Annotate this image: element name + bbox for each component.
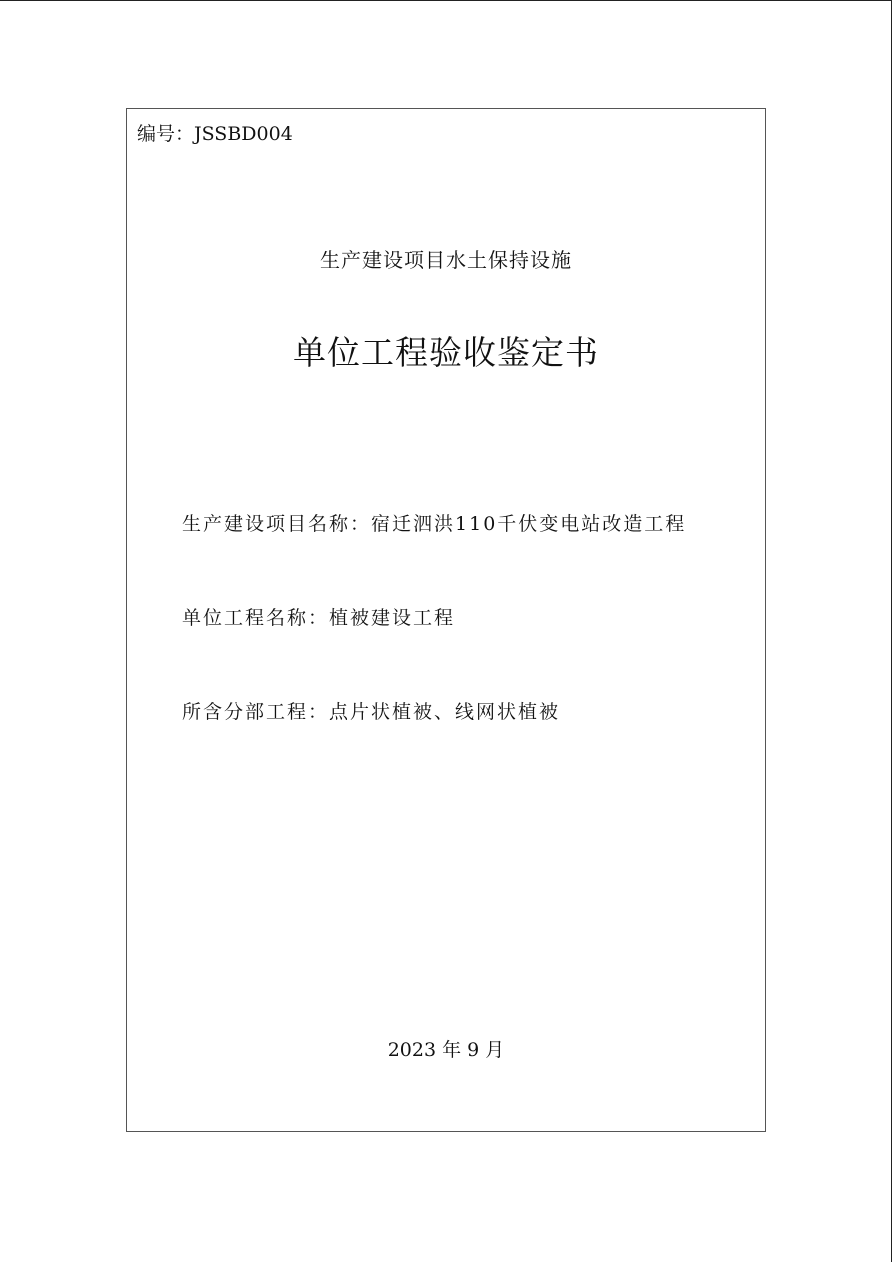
document-title: 单位工程验收鉴定书: [293, 333, 599, 372]
sub-projects-value: 点片状植被、线网状植被: [329, 701, 561, 723]
unit-project-field: [182, 604, 455, 632]
document-subtitle: 生产建设项目水土保持设施: [320, 248, 572, 272]
page-top-border: [0, 0, 892, 1]
sub-projects-label: 所含分部工程：: [182, 701, 330, 723]
sub-projects-field: [182, 698, 560, 726]
project-name-value: 宿迁泗洪110千伏变电站改造工程: [371, 513, 687, 535]
document-frame: [126, 108, 766, 1132]
project-name-field: [182, 510, 686, 538]
document-number: 编号：JSSBD004: [137, 123, 293, 145]
unit-project-label: 单位工程名称：: [182, 607, 330, 629]
document-date: 2023 年 9 月: [387, 1039, 505, 1061]
unit-project-value: 植被建设工程: [329, 607, 456, 629]
project-name-label: 生产建设项目名称：: [182, 513, 372, 535]
